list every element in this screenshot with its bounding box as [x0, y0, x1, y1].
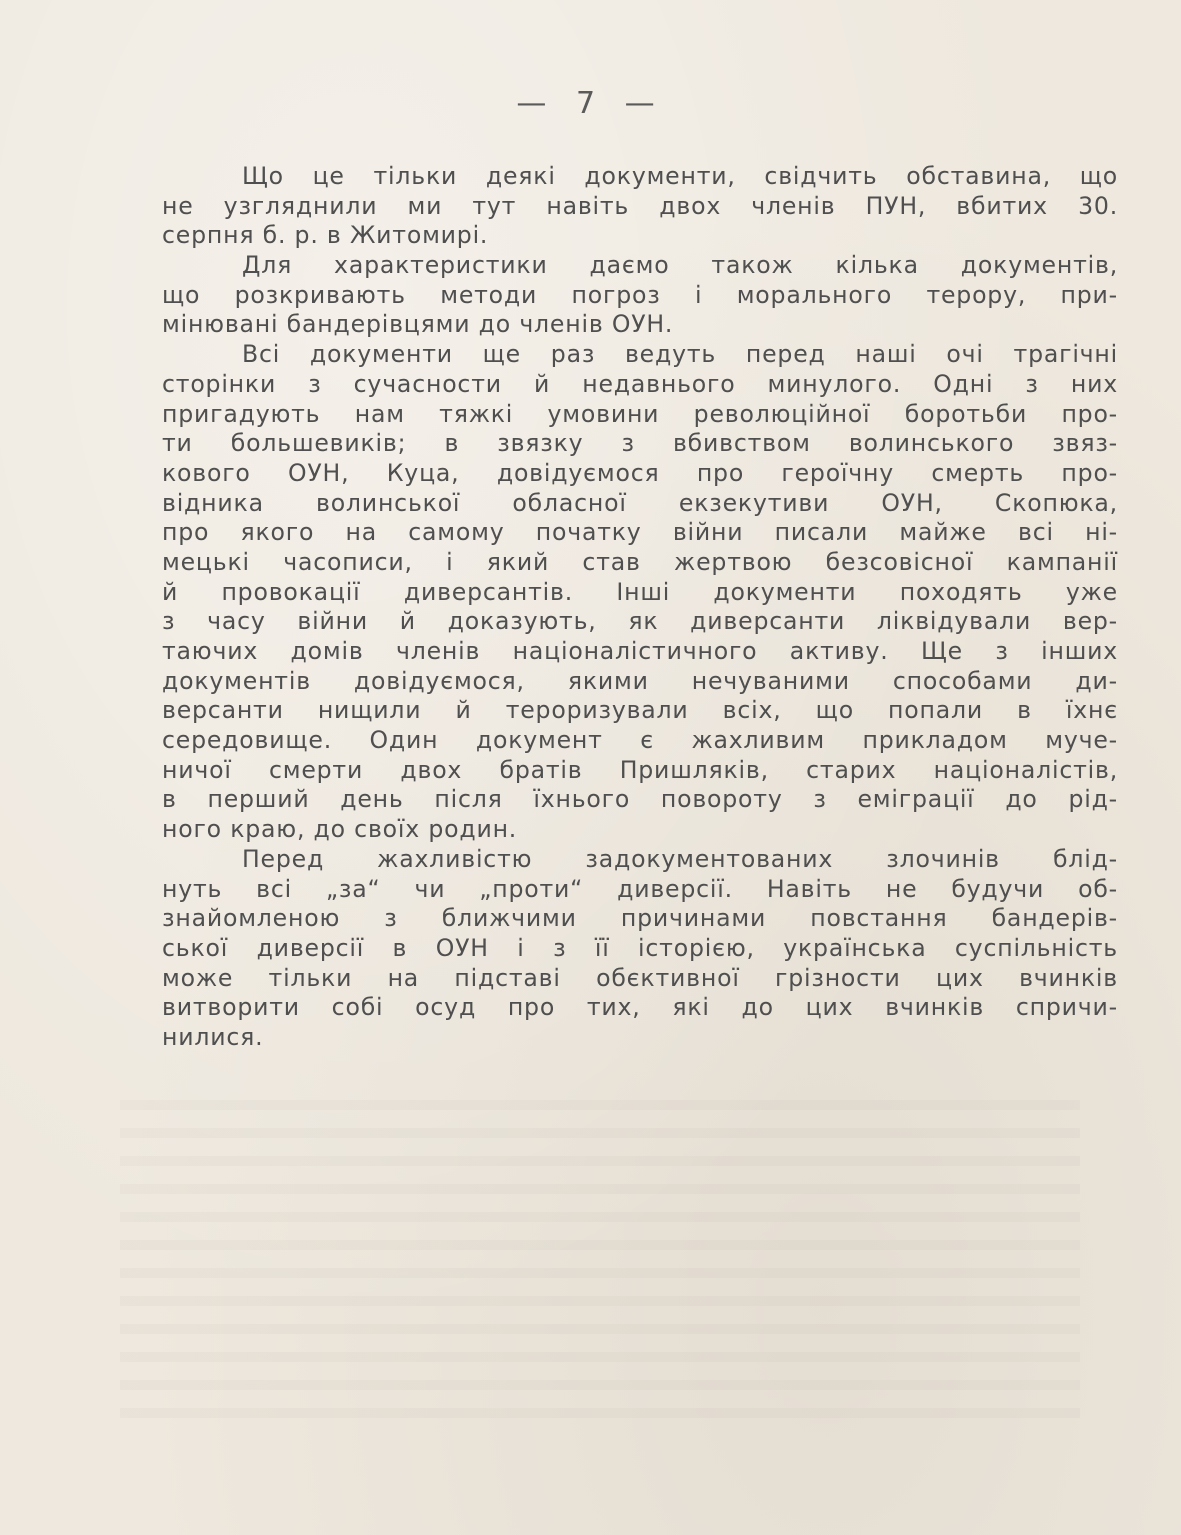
- text-line: мецькі часописи, і який став жертвою безсовісної кампанії: [162, 547, 1118, 576]
- text-line: Що це тільки деякі документи, свідчить обставина, що: [242, 162, 1118, 190]
- text-line: середовище. Один документ є жахливим прикладом муче-: [162, 726, 1118, 755]
- text-line: з часу війни й доказують, як диверсанти ліквідували вер-: [162, 607, 1118, 636]
- text-line: витворити собі осуд про тих, які до цих вчинків спричи-: [162, 993, 1118, 1022]
- show-through-texture: [120, 1100, 1080, 1430]
- text-line: Всі документи ще раз ведуть перед наші очі трагічні: [242, 340, 1118, 369]
- text-line: відника волинської обласної екзекутиви ОУН, Скопюка,: [162, 488, 1118, 517]
- body-text: [162, 162, 1118, 1053]
- text-line: може тільки на підставі обєктивної грізности цих вчинків: [162, 963, 1118, 992]
- text-line: знайомленою з ближчими причинами повстання бандерів-: [162, 904, 1118, 933]
- paragraph-4: [162, 845, 1118, 1053]
- text-line: Для характеристики даємо також кілька документів,: [242, 251, 1118, 280]
- paragraph-2: [162, 251, 1118, 340]
- text-line: й провокації диверсантів. Інші документи походять уже: [162, 577, 1118, 606]
- text-line: кового ОУН, Куца, довідуємося про героїчну смерть про-: [162, 458, 1118, 487]
- text-line: версанти нищили й тероризували всіх, що попали в їхнє: [162, 696, 1118, 725]
- text-line: в перший день після їхнього повороту з еміграції до рід-: [162, 785, 1118, 814]
- text-line: документів довідуємося, якими нечуваними способами ди-: [162, 666, 1118, 695]
- text-line: що розкривають методи погроз і морального терору, при-: [162, 280, 1118, 309]
- text-line: нуть всі „за“ чи „проти“ диверсії. Навіть не будучи об-: [162, 874, 1118, 903]
- text-line: пригадують нам тяжкі умовини революційної боротьби про-: [162, 399, 1118, 428]
- paragraph-1: [162, 162, 1118, 251]
- text-line: таючих домів членів націоналістичного активу. Ще з інших: [162, 637, 1118, 665]
- text-line: ської диверсії в ОУН і з її історією, українська суспільність: [162, 933, 1118, 962]
- page-number: — 7 —: [516, 86, 665, 121]
- text-line: не узгляднили ми тут навіть двох членів ПУН, вбитих 30.: [162, 191, 1118, 220]
- text-line: Перед жахливістю задокументованих злочинів блід-: [242, 844, 1118, 873]
- text-line: про якого на самому початку війни писали майже всі ні-: [162, 518, 1118, 547]
- text-line: ти большевиків; в звязку з вбивством волинського звяз-: [162, 429, 1118, 458]
- paragraph-3: [162, 340, 1118, 845]
- text-line: нилися.: [162, 1022, 264, 1051]
- text-line: ного краю, до своїх родин.: [162, 815, 518, 844]
- text-line: мінювані бандерівцями до членів ОУН.: [162, 310, 674, 339]
- text-line: ничої смерти двох братів Пришляків, старих націоналістів,: [162, 755, 1118, 784]
- text-line: сторінки з сучасности й недавнього минулого. Одні з них: [162, 369, 1118, 398]
- text-line: серпня б. р. в Житомирі.: [162, 221, 489, 250]
